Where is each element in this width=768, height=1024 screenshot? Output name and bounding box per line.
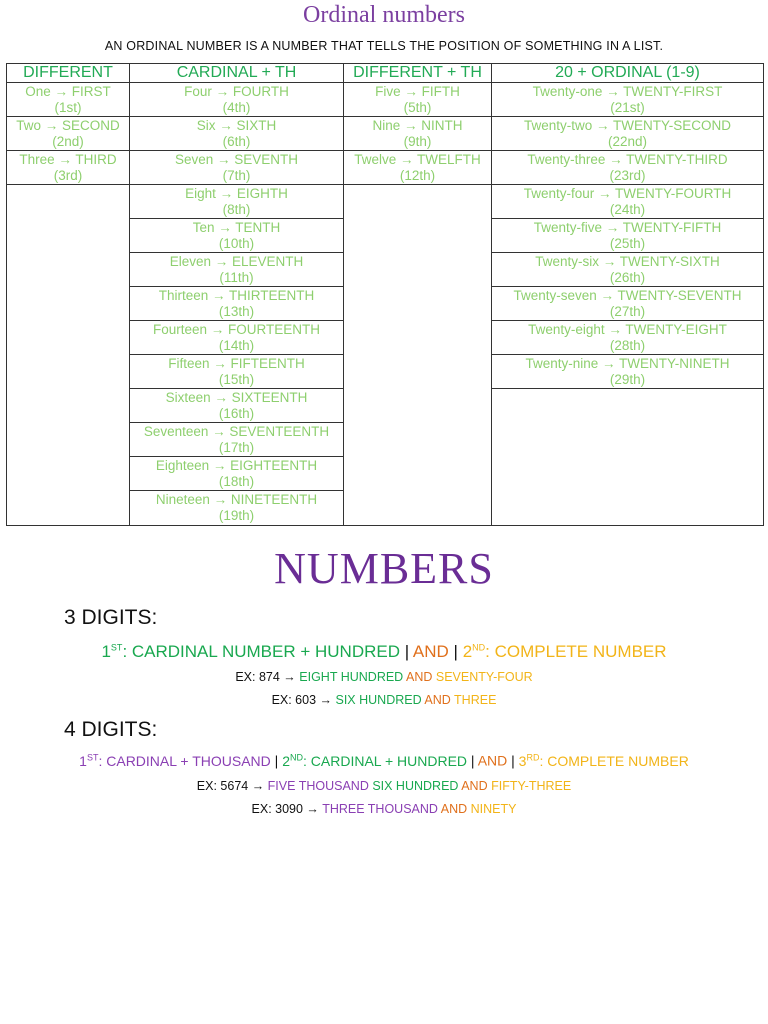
ordinal-word: Two → SECOND [16, 118, 120, 133]
header-different-th: DIFFERENT + TH [344, 64, 492, 83]
rule-part-1: 1ST: CARDINAL + THOUSAND [79, 752, 271, 769]
ordinal-position: (11th) [219, 270, 254, 285]
ordinal-entry [344, 83, 491, 117]
page-title: Ordinal numbers [303, 2, 465, 28]
ordinal-entry [130, 491, 343, 525]
ordinal-word: Thirteen → THIRTEENTH [158, 288, 315, 303]
ordinal-word: Nineteen → NINETEENTH [155, 492, 318, 507]
ordinal-entry [7, 151, 129, 185]
ordinal-table-row [7, 83, 764, 526]
ordinal-word: Nine → NINTH [372, 118, 463, 133]
header-twenty-ordinal: 20 + ORDINAL (1-9) [492, 64, 764, 83]
ordinal-entry [492, 117, 763, 151]
ordinal-word: Twenty-eight → TWENTY-EIGHT [528, 322, 727, 337]
ordinal-position: (13th) [218, 304, 255, 319]
ordinal-entry [492, 83, 763, 117]
ordinal-position: (21st) [610, 100, 645, 115]
ordinal-word: Fourteen → FOURTEENTH [152, 322, 321, 337]
example-3090: EX: 3090 → THREE THOUSAND AND NINETY [251, 802, 517, 816]
ordinal-word: Four → FOURTH [184, 84, 289, 99]
ordinal-table-body [7, 83, 764, 526]
ordinal-entry [492, 185, 763, 219]
ordinal-column-4 [492, 83, 764, 526]
ordinal-entry [492, 321, 763, 355]
ordinal-entry [130, 117, 343, 151]
ordinal-position: (25th) [609, 236, 646, 251]
ordinal-word: Twelve → TWELFTH [354, 152, 481, 167]
ordinal-entry [344, 117, 491, 151]
ordinal-entry [130, 389, 343, 423]
header-cardinal-th: CARDINAL + TH [130, 64, 344, 83]
ordinal-entry [492, 253, 763, 287]
ordinal-entry [130, 457, 343, 491]
example-874: EX: 874 → EIGHT HUNDRED AND SEVENTY-FOUR [235, 670, 533, 684]
ordinal-entry [130, 219, 343, 253]
ordinal-word: Six → SIXTH [196, 118, 277, 133]
separator: | [399, 642, 413, 661]
four-digits-title: 4 DIGITS: [64, 718, 158, 741]
ordinal-word: Seventeen → SEVENTEENTH [143, 424, 330, 439]
ordinal-entry [130, 287, 343, 321]
ordinal-word: Twenty-seven → TWENTY-SEVENTH [513, 288, 742, 303]
ordinal-position: (23rd) [609, 168, 646, 183]
ordinal-word: Five → FIFTH [375, 84, 460, 99]
ordinal-entry [130, 355, 343, 389]
rule-part-2: 2ND: COMPLETE NUMBER [462, 642, 667, 661]
ordinal-position: (12th) [399, 168, 436, 183]
ordinal-column-2 [130, 83, 344, 526]
ordinal-position: (18th) [218, 474, 255, 489]
rule-part-2: 2ND: CARDINAL + HUNDRED [282, 752, 468, 769]
header-different: DIFFERENT [7, 64, 130, 83]
ordinal-entry [7, 117, 129, 151]
ordinal-word: Twenty-nine → TWENTY-NINETH [525, 356, 730, 371]
ordinal-entry [492, 355, 763, 389]
ordinal-entry [130, 185, 343, 219]
rule-part-3: 3RD: COMPLETE NUMBER [518, 752, 689, 769]
ordinal-table [6, 63, 764, 526]
ordinal-entry [7, 83, 129, 117]
ordinal-entry [492, 219, 763, 253]
separator: | [507, 752, 519, 769]
ordinal-entry [130, 423, 343, 457]
ordinal-column-1 [7, 83, 130, 526]
example-603: EX: 603 → SIX HUNDRED AND THREE [271, 693, 497, 707]
separator: | [270, 752, 283, 769]
ordinal-word: Twenty-two → TWENTY-SECOND [523, 118, 732, 133]
ordinal-word: Fifteen → FIFTEENTH [168, 356, 305, 371]
ordinal-entry [492, 151, 763, 185]
ordinal-word: Eighteen → EIGHTEENTH [155, 458, 318, 473]
ordinal-word: Twenty-five → TWENTY-FIFTH [533, 220, 722, 235]
ordinal-column-3 [344, 83, 492, 526]
ordinal-position: (16th) [218, 406, 255, 421]
ordinal-position: (1st) [54, 100, 82, 115]
ordinal-position: (26th) [609, 270, 646, 285]
ordinal-position: (14th) [218, 338, 255, 353]
ordinal-entry [130, 321, 343, 355]
three-digits-rule [0, 642, 768, 662]
ordinal-entry [130, 83, 343, 117]
ordinal-position: (4th) [222, 100, 251, 115]
ordinal-entry [344, 151, 491, 185]
ordinal-word: Twenty-one → TWENTY-FIRST [532, 84, 723, 99]
ordinal-position: (28th) [609, 338, 646, 353]
ordinal-position: (9th) [403, 134, 432, 149]
rule-part-1: 1ST: CARDINAL NUMBER + HUNDRED [101, 642, 400, 661]
separator: | [448, 642, 463, 661]
ordinal-word: One → FIRST [25, 84, 111, 99]
ordinal-position: (15th) [218, 372, 255, 387]
ordinal-position: (5th) [403, 100, 432, 115]
ordinal-position: (2nd) [52, 134, 84, 149]
ordinal-entry [130, 253, 343, 287]
ordinal-position: (3rd) [53, 168, 83, 183]
ordinal-position: (19th) [218, 508, 255, 523]
ordinal-word: Seven → SEVENTH [174, 152, 299, 167]
ordinal-position: (8th) [222, 202, 251, 217]
ordinal-word: Eight → EIGHTH [185, 186, 288, 201]
and-word: AND [477, 752, 508, 769]
ordinal-position: (17th) [218, 440, 255, 455]
three-digits-title: 3 DIGITS: [64, 606, 158, 629]
definition-text: AN ORDINAL NUMBER IS A NUMBER THAT TELLS THE POSITION OF SOMETHING IN A LIST. [104, 39, 664, 53]
and-word: AND [412, 642, 449, 661]
ordinal-word: Ten → TENTH [192, 220, 281, 235]
ordinal-word: Sixteen → SIXTEENTH [165, 390, 308, 405]
ordinal-position: (10th) [218, 236, 255, 251]
ordinal-entry [492, 287, 763, 321]
separator: | [467, 752, 478, 769]
ordinal-position: (27th) [609, 304, 646, 319]
four-digits-rule [0, 752, 768, 769]
ordinal-word: Twenty-three → TWENTY-THIRD [527, 152, 728, 167]
ordinal-position: (7th) [222, 168, 251, 183]
ordinal-position: (29th) [609, 372, 646, 387]
ordinal-position: (6th) [222, 134, 251, 149]
ordinal-position: (24th) [609, 202, 646, 217]
ordinal-word: Eleven → ELEVENTH [169, 254, 304, 269]
ordinal-word: Three → THIRD [19, 152, 117, 167]
ordinal-entry [130, 151, 343, 185]
example-5674: EX: 5674 → FIVE THOUSAND SIX HUNDRED AND FIFTY-THREE [196, 779, 572, 793]
ordinal-word: Twenty-six → TWENTY-SIXTH [535, 254, 720, 269]
ordinal-word: Twenty-four → TWENTY-FOURTH [523, 186, 732, 201]
ordinal-position: (22nd) [607, 134, 648, 149]
numbers-heading: NUMBERS [274, 544, 494, 593]
